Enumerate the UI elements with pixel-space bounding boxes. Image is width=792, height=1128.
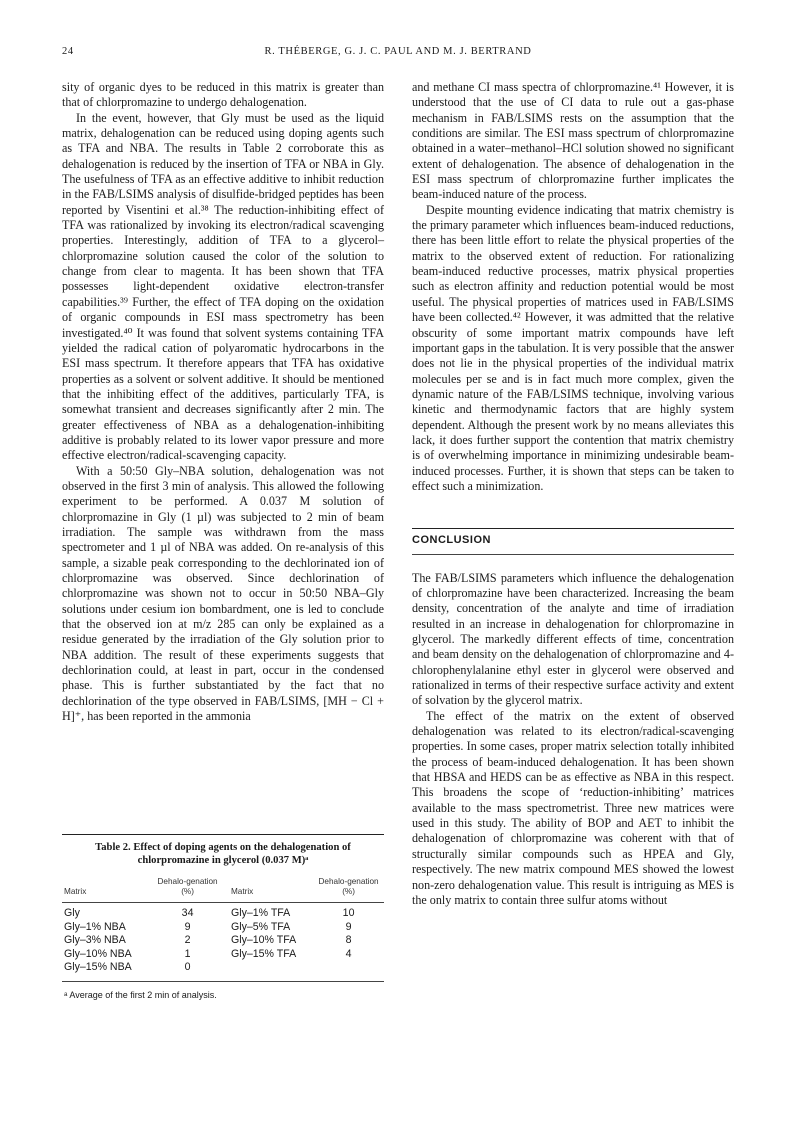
column-header: Dehalo-genation (%) [318,877,379,896]
table-2 [62,834,384,1004]
running-authors: R. THÉBERGE, G. J. C. PAUL AND M. J. BERTRAND [264,46,532,57]
paragraph: The effect of the matrix on the extent of observed dehalogenation was related to its electron/radical-scavenging properties. In some cases, proper matrix selection totally inhibited the process of beam-induced dehalogenation. It has been shown that HBSA and HEDS can be as effective as NBA in this respect. This broadens the scope of ‘reduction-inhibiting’ matrices available to the mass spectrometrist. Three new matrices were used in this study. The ability of BOP and AET to inhibit the dehalogenation of chlorpromazine was coherent with that of structurally similar compounds such as HPEA and Gly, respectively. The new matrix compound MES showed the lowest non-zero dehalogenation value. This result is intriguing as MES is the only matrix to contain three sulfur atoms without [412,708,734,907]
table-cell: Gly–3% NBA [64,934,126,946]
table-cell: Gly–1% TFA [230,907,291,919]
table-cell: 1 [184,947,191,960]
table-row [62,961,384,975]
table-cell: Gly–15% TFA [230,947,297,960]
table-2-grid [62,875,384,975]
table-row [62,948,384,962]
table-cell: Gly–15% NBA [64,961,132,973]
conclusion-heading-block [412,528,734,554]
paragraph: The FAB/LSIMS parameters which influence the dehalogenation of chlorpromazine have been characterized. Increasing the beam density, concentration of the analyte and time of irradiation resulted in an increase in dehalogenation for chlorpromazine in glycerol. The markedly different effects of time, concentration and beam density on the dehalogenation of chlorpromazine and 4-chlorophenylalanine ethyl ester in glycerol were observed and rationalized in terms of their respective surface activity and extent of solvation by the glycerol matrix. [412,570,734,708]
table-cell: 8 [345,934,352,946]
table-cell: Gly–10% TFA [230,934,297,946]
table-row [62,903,384,921]
table-cell: Gly [64,907,80,919]
table-header-row [62,875,384,903]
table-cell: Gly–5% TFA [230,920,291,933]
table-cell: 2 [184,934,191,946]
conclusion-body [412,571,734,909]
table-cell: 9 [184,920,191,933]
table-row [62,921,384,935]
table-row [62,934,384,948]
table-cell: 4 [345,947,352,960]
table-caption: Table 2. Effect of doping agents on the dehalogenation of chlorpromazine in glycerol (0.037 M)ᵃ [95,842,351,866]
paragraph: and methane CI mass spectra of chlorpromazine.⁴¹ However, it is understood that the use of CI data to rule out a gas-phase mechanism in FAB/LSIMS rests on the assumption that the conditions are similar. The ESI mass spectrum of chlorpromazine obtained in a water–methanol–HCl solution showed no significant extent of dehalogenation. The absence of dehalogenation in the ESI mass spectrum of chlorpromazine further implicates the beam-induced nature of the process. [412,80,734,202]
paragraph: Despite mounting evidence indicating that matrix chemistry is the primary parameter which influences beam-induced reductions, there has been little effort to relate the physical properties of the matrix to the observed extent of reduction. For rationalizing beam-induced reductive processes, matrix physical properties such as electron affinity and reduction potential would be most useful. The physical properties of matrices used in FAB/LSIMS have been collected.⁴² However, it was admitted that the relative obscurity of some important matrix compounds have left important gaps in the tabulation. It is very possible that the answer does not lie in the physical properties of the individual matrix molecules per se and is in fact much more complex, given the dynamic nature of the FAB/LSIMS technique, involving various kinetic and thermodynamic factors that are highly system dependent. Although the present work by no means alleviates this lack, it does further support the contention that matrix chemistry is of overwhelming importance in minimizing undesirable beam-induced processes. Further, it is shown that steps can be taken to effect such a minimization. [412,202,734,493]
paragraph: In the event, however, that Gly must be used as the liquid matrix, dehalogenation can be reduced using doping agents such as TFA and NBA. The results in Table 2 corroborate this as dehalogenation is reduced by the insertion of TFA or NBA in Gly. The usefulness of TFA as an effective additive to inhibit reduction in the FAB/LSIMS analysis of disulfide-bridged peptides has been reported by Visentini et al.³⁸ The reduction-inhibiting effect of TFA was rationalized by invoking its electron/radical scavenging properties. Interestingly, addition of TFA to a glycerol–chlorpromazine solution caused the color of the solution to change from clear to magenta. It has been shown that TFA possesses light-dependent oxidative electron-transfer capabilities.³⁹ Further, the effect of TFA doping on the oxidation of organic compounds in ESI mass spectrometry has been investigated.⁴⁰ It was found that solvent systems containing TFA yielded the radical cation of polyaromatic hydrocarbons in the ESI mass spectrum. It therefore appears that TFA has oxidative properties as a solvent or solvent additive. It should be mentioned that the inhibiting effect of the additives, particularly TFA, is somewhat transient and decreases significantly after 2 min. The greater effectiveness of NBA as a dehalogenation-inhibiting additive is probably related to its lower vapor pressure and more effective electron/radical-scavenging capacity. [62,110,384,463]
table-cell [223,961,313,975]
column-header: Matrix [64,887,87,896]
column-header: Matrix [230,887,254,896]
table-footnote: ᵃ Average of the first 2 min of analysis. [62,981,384,1004]
table-cell: 10 [342,907,355,919]
table-cell [313,961,384,975]
table-cell: Gly–1% NBA [64,920,126,933]
column-header: Dehalo-genation (%) [157,877,218,896]
table-cell: 9 [345,920,352,933]
right-column [412,80,734,908]
left-column [62,80,384,724]
table-cell: 34 [181,907,194,919]
page-number: 24 [62,46,74,57]
section-heading: CONCLUSION [412,534,491,547]
running-header [62,46,734,62]
table-cell: Gly–10% NBA [64,947,132,960]
table-cell: 0 [184,961,191,973]
paragraph: sity of organic dyes to be reduced in this matrix is greater than that of chlorpromazine to undergo dehalogenation. [62,80,384,110]
paragraph: With a 50:50 Gly–NBA solution, dehalogenation was not observed in the first 3 min of analysis. This allowed the following experiment to be performed. A 0.037 M solution of chlorpromazine in Gly (1 µl) was subjected to 2 min of beam irradiation. The sample was withdrawn from the mass spectrometer and 1 µl of NBA was added. On re-analysis of this sample, a sizable peak corresponding to the dechlorinated ion of chlorpromazine was observed. Since dechlorination of chlorpromazine was shown not to occur in 50:50 NBA–Gly solutions under cesium ion bombardment, one is led to conclude that the observed ion at m/z 285 can only be explained as a residue generated by the irradiation of the Gly solution prior to NBA addition. The result of these experiments suggests that dechlorination could, at least in part, occur in the condensed phase. This is further substantiated by the fact that no dechlorination of the type observed in FAB/LSIMS, [MH − Cl + H]⁺, has been reported in the ammonia [62,463,384,724]
heading-bottom-rule [412,554,734,555]
